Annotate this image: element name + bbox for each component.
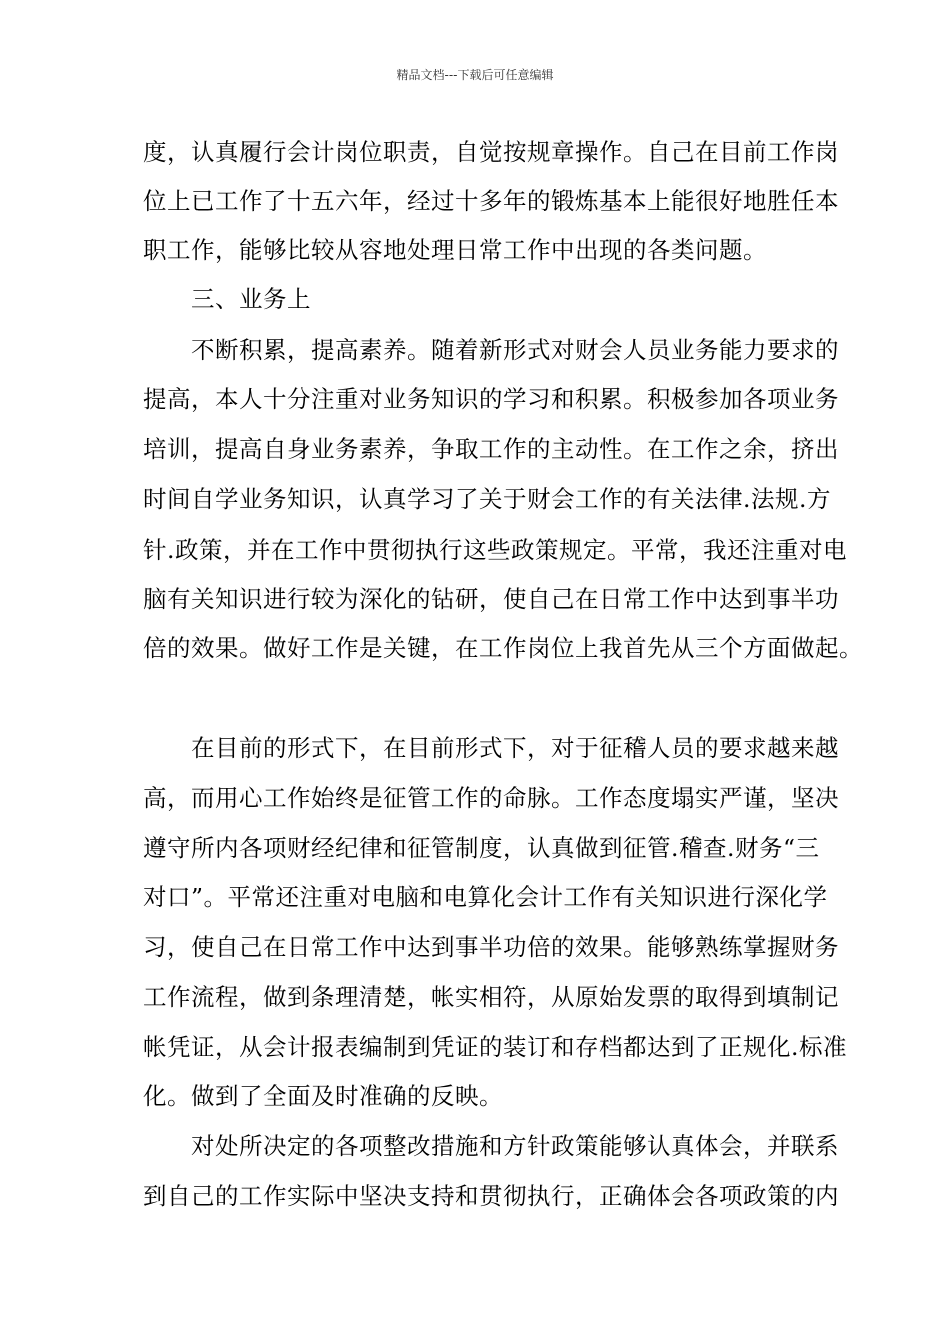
- section-heading: 三、业务上: [191, 285, 311, 313]
- text-line: 化。做到了全面及时准确的反映。: [143, 1082, 503, 1110]
- text-line: 到自己的工作实际中坚决支持和贯彻执行，正确体会各项政策的内: [143, 1182, 839, 1210]
- text-line: 时间自学业务知识，认真学习了关于财会工作的有关法律.法规.方: [143, 485, 831, 513]
- text-line: 倍的效果。做好工作是关键，在工作岗位上我首先从三个方面做起。: [143, 634, 863, 662]
- text-line: 遵守所内各项财经纪律和征管制度，认真做到征管.稽查.财务“三: [143, 834, 820, 862]
- text-line: 针.政策，并在工作中贯彻执行这些政策规定。平常，我还注重对电: [143, 536, 847, 564]
- page-header: 精品文档---下载后可任意编辑: [396, 68, 554, 82]
- text-line: 对处所决定的各项整改措施和方针政策能够认真体会，并联系: [191, 1132, 839, 1160]
- text-line: 工作流程，做到条理清楚，帐实相符，从原始发票的取得到填制记: [143, 983, 839, 1011]
- text-line: 培训，提高自身业务素养，争取工作的主动性。在工作之余，挤出: [143, 435, 839, 463]
- text-line: 脑有关知识进行较为深化的钻研，使自己在日常工作中达到事半功: [143, 585, 839, 613]
- text-line: 习，使自己在日常工作中达到事半功倍的效果。能够熟练掌握财务: [143, 933, 839, 961]
- text-line: 度，认真履行会计岗位职责，自觉按规章操作。自己在目前工作岗: [143, 138, 839, 166]
- text-line: 提高，本人十分注重对业务知识的学习和积累。积极参加各项业务: [143, 385, 839, 413]
- text-line: 位上已工作了十五六年，经过十多年的锻炼基本上能很好地胜任本: [143, 187, 839, 215]
- text-line: 对口”。平常还注重对电脑和电算化会计工作有关知识进行深化学: [143, 883, 828, 911]
- text-line: 高，而用心工作始终是征管工作的命脉。工作态度塌实严谨，坚决: [143, 784, 839, 812]
- text-line: 帐凭证，从会计报表编制到凭证的装订和存档都达到了正规化.标准: [143, 1033, 847, 1061]
- text-line: 在目前的形式下，在目前形式下，对于征稽人员的要求越来越: [191, 734, 839, 762]
- text-line: 职工作，能够比较从容地处理日常工作中出现的各类问题。: [143, 236, 767, 264]
- text-line: 不断积累，提高素养。随着新形式对财会人员业务能力要求的: [191, 336, 839, 364]
